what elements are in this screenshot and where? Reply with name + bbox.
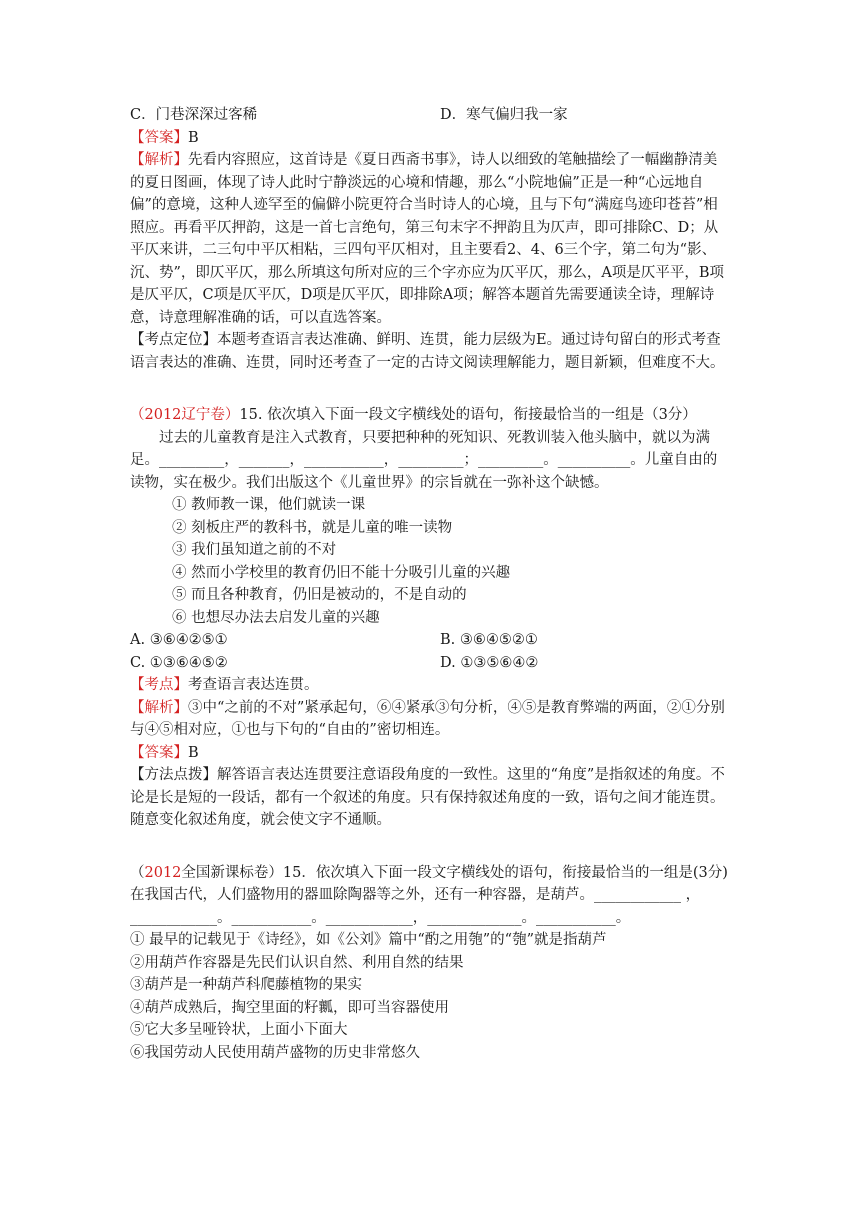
q2-item: ① 教师教一课，他们就读一课 [172,497,366,513]
q2-passage: 过去的儿童教育是注入式教育，只要把种种的死知识、死教训装入他头脑中，就以为满足。_________，_______，___________，_________；_________。__________。儿童自由的读物，实在极少。我们出版这个《儿童世界》的宗旨就在一弥补这个缺憾。 [130,429,718,491]
q3-item: ⑥我国劳动人民使用葫芦盛物的历史非常悠久 [130,1044,420,1061]
choice-d: D. ①③⑤⑥④② [440,654,539,671]
q1-options-row [130,104,730,127]
q2-item: ③ 我们虽知道之前的不对 [172,542,337,558]
q3-item: ④葫芦成熟后，掏空里面的籽瓤，即可当容器使用 [130,999,449,1016]
document-page [130,104,730,1064]
q2-item: ② 刻板庄严的教科书，就是儿童的唯一读物 [172,519,453,536]
q2-analysis: 【解析】③中“之前的不对”紧承起句，⑥④紧承③句分析，④⑤是教育弊端的两面，②①分别与④⑤相对应，①也与下句的“自由的”密切相连。 [130,699,725,738]
q2-item: ⑤ 而且各种教育，仍旧是被动的，不是自动的 [172,587,467,603]
q3-stem: （2012全国新课标卷）15．依次填入下面一段文字横线处的语句，衔接最恰当的一组是(3分) [130,864,728,881]
q3-item: ⑤它大多呈哑铃状，上面小下面大 [130,1022,348,1038]
q2-point: 【考点】考查语言表达连贯。 [130,677,319,693]
q1-analysis: 【解析】先看内容照应，这首诗是《夏日西斋书事》，诗人以细致的笔触描绘了一幅幽静清美的夏日图画，体现了诗人此时宁静淡远的心境和情趣，那么“小院地偏”正是一种“心远地自偏”的意境，这种人迹罕至的偏僻小院更符合当时诗人的心境，且与下句“满庭鸟迹印苍苔”相照应。再看平仄押韵，这是一首七言绝句，第三句末字不押韵且为仄声，即可排除C、D；从平仄来讲，二三句中平仄相粘，三四句平仄相对，且主要看2、4、6三个字，第二句为“影、沉、势”，即仄平仄，那么所填这句所对应的三个字亦应为仄平仄，那么，A项是仄平平，B项是仄平仄，C项是仄平仄，D项是仄平仄，即排除A项；解答本题首先需要通读全诗，理解诗意，诗意理解准确的话，可以直选答案。 [130,152,725,326]
q3-item: ① 最早的记载见于《诗经》，如《公刘》篇中“酌之用匏”的“匏”就是指葫芦 [130,932,607,948]
q2-answer: 【答案】B [130,744,199,761]
q2-item: ④ 然而小学校里的教育仍旧不能十分吸引儿童的兴趣 [172,564,511,581]
choice-c: C. ①③⑥④⑤② [130,654,228,671]
q3-item: ②用葫芦作容器是先民们认识自然、利用自然的结果 [130,954,464,971]
choice-a: A. ③⑥④②⑤① [130,632,228,648]
q1-point: 【考点定位】本题考查语言表达准确、鲜明、连贯，能力层级为E。通过诗句留白的形式考查语言表达的准确、连贯，同时还考查了一定的古诗文阅读理解能力，题目新颖，但难度不大。 [130,332,725,371]
choice-b: B. ③⑥④⑤②① [440,632,538,648]
q2-choices-row [130,629,730,652]
option-c: C．门巷深深过客稀 [130,107,258,123]
q2-method: 【方法点拨】解答语言表达连贯要注意语段角度的一致性。这里的“角度”是指叙述的角度。不论是长是短的一段话，都有一个叙述的角度。只有保持叙述角度的一致，语句之间才能连贯。随意变化叙述角度，就会使文字不通顺。 [130,767,725,828]
q2-item: ⑥ 也想尽办法去启发儿童的兴趣 [172,609,380,626]
q3-item: ③葫芦是一种葫芦科爬藤植物的果实 [130,977,362,993]
q2-stem: （2012辽宁卷）15. 依次填入下面一段文字横线处的语句，衔接最恰当的一组是（3分） [130,407,697,423]
q3-passage: 在我国古代，人们盛物用的器皿除陶器等之外，还有一种容器，是葫芦。____________ ，____________。___________。____________，_____________。___________。 [130,887,701,926]
option-d: D．寒气偏归我一家 [440,107,568,123]
q1-answer: 【答案】B [130,129,199,146]
q2-choices-row [130,652,730,675]
